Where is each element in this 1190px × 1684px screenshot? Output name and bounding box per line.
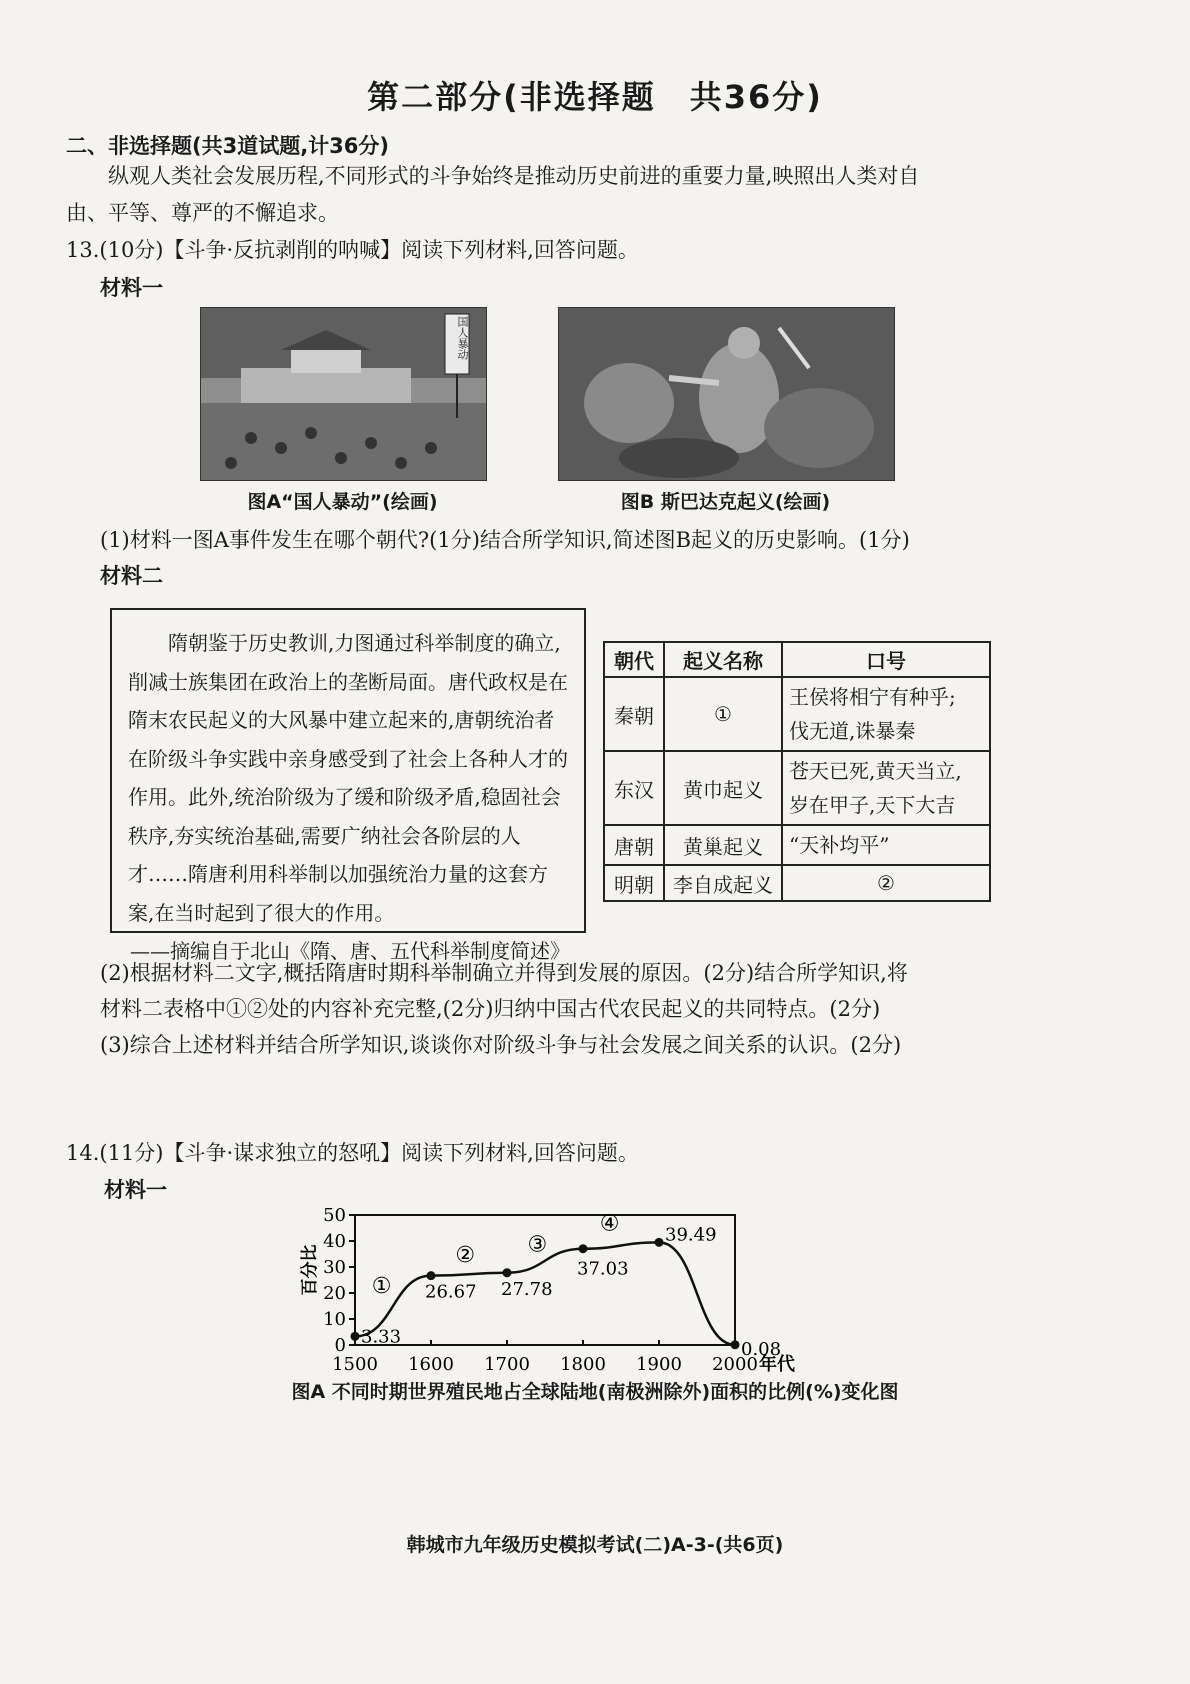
table-cell-name: 黄巢起义 xyxy=(664,825,782,865)
q13-sub2-line-1: (2)根据材料二文字,概括隋唐时期科举制确立并得到发展的原因。(2分)结合所学知识,将 xyxy=(100,961,908,985)
q13-sub3: (3)综合上述材料并结合所学知识,谈谈你对阶级斗争与社会发展之间关系的认识。(2分) xyxy=(100,1033,902,1057)
image-a-sign-text: 国人暴动 xyxy=(456,316,469,360)
stage-marker: ④ xyxy=(599,1211,620,1237)
q14-material1-label: 材料一 xyxy=(104,1178,167,1202)
table-row xyxy=(604,751,990,825)
stage-marker: ③ xyxy=(527,1232,548,1258)
image-b-painting xyxy=(558,307,895,481)
x-tick-label: 1900 xyxy=(636,1354,682,1375)
data-point xyxy=(655,1238,664,1247)
table-cell-slogan xyxy=(782,751,990,825)
q13-material2-label: 材料二 xyxy=(100,564,163,588)
table-cell-slogan: ② xyxy=(782,865,990,901)
x-tick-label: 1600 xyxy=(408,1354,454,1375)
slogan-line-1: 王侯将相宁有种乎; xyxy=(789,685,956,709)
table-cell-dynasty: 东汉 xyxy=(604,751,664,825)
table-row xyxy=(604,677,990,751)
table-header-slogan: 口号 xyxy=(782,642,990,677)
uprising-table xyxy=(603,641,991,902)
intro-line-1: 纵观人类社会发展历程,不同形式的斗争始终是推动历史前进的重要力量,映照出人类对自 xyxy=(108,164,920,188)
page-footer: 韩城市九年级历史模拟考试(二)A-3-(共6页) xyxy=(406,1534,784,1556)
data-label: 26.67 xyxy=(425,1281,477,1303)
table-row xyxy=(604,825,990,865)
y-tick-label: 50 xyxy=(323,1205,346,1226)
part-heading: 二、非选择题(共3道试题,计36分) xyxy=(66,134,390,158)
data-label: 39.49 xyxy=(665,1224,717,1246)
table-cell-dynasty: 明朝 xyxy=(604,865,664,901)
x-tick-label: 1500 xyxy=(332,1354,378,1375)
table-cell-name: 黄巾起义 xyxy=(664,751,782,825)
table-cell-name: ① xyxy=(664,677,782,751)
table-header-name: 起义名称 xyxy=(664,642,782,677)
y-tick-label: 40 xyxy=(323,1231,346,1252)
material2-passage-source: ——摘编自于北山《隋、唐、五代科举制度简述》 xyxy=(130,939,570,963)
table-cell-slogan: “天补均平” xyxy=(782,825,990,865)
table-row xyxy=(604,865,990,901)
table-cell-dynasty: 秦朝 xyxy=(604,677,664,751)
stage-marker: ② xyxy=(455,1242,476,1268)
intro-line-2: 由、平等、尊严的不懈追求。 xyxy=(66,201,339,225)
data-label: 37.03 xyxy=(577,1258,629,1280)
x-tick-label: 1800 xyxy=(560,1354,606,1375)
section-title: 第二部分(非选择题 共36分) xyxy=(367,78,823,116)
data-point xyxy=(351,1332,360,1341)
x-axis-label: 年代 xyxy=(759,1354,795,1375)
data-label: 27.78 xyxy=(501,1278,553,1300)
table-header-row xyxy=(604,642,990,677)
data-point xyxy=(579,1244,588,1253)
q13-header: 13.(10分)【斗争·反抗剥削的呐喊】阅读下列材料,回答问题。 xyxy=(66,238,639,262)
stage-marker: ① xyxy=(371,1274,392,1299)
slogan-line-2: 岁在甲子,天下大吉 xyxy=(789,793,956,817)
data-point xyxy=(503,1268,512,1277)
y-tick-label: 0 xyxy=(334,1335,346,1356)
chart-caption: 图A 不同时期世界殖民地占全球陆地(南极洲除外)面积的比例(%)变化图 xyxy=(291,1381,899,1403)
q13-sub1: (1)材料一图A事件发生在哪个朝代?(1分)结合所学知识,简述图B起义的历史影响。(1分) xyxy=(100,528,910,552)
data-point xyxy=(427,1271,436,1280)
colony-area-line-chart xyxy=(280,1205,840,1390)
slogan-line-2: 伐无道,诛暴秦 xyxy=(789,719,916,743)
material2-passage-box xyxy=(110,608,586,963)
q13-sub2-line-2: 材料二表格中①②处的内容补充完整,(2分)归纳中国古代农民起义的共同特点。(2分) xyxy=(100,997,881,1021)
q13-material1-label: 材料一 xyxy=(100,276,163,300)
slogan-line-1: 苍天已死,黄天当立, xyxy=(789,759,962,783)
caption-b: 图B 斯巴达克起义(绘画) xyxy=(620,491,831,513)
y-tick-label: 10 xyxy=(323,1309,346,1330)
table-cell-slogan xyxy=(782,677,990,751)
caption-a: 图A“国人暴动”(绘画) xyxy=(247,491,438,513)
x-tick-label: 1700 xyxy=(484,1354,530,1375)
material2-passage-text: 隋朝鉴于历史教训,力图通过科举制度的确立,削减士族集团在政治上的垄断局面。唐代政权是在隋末农民起义的大风暴中建立起来的,唐朝统治者在阶级斗争实践中亲身感受到了社会上各种人才的作用。此外,统治阶级为了缓和阶级矛盾,稳固社会秩序,夯实统治基础,需要广纳社会各阶层的人才……隋唐利用科举制以加强统治力量的这套方案,在当时起到了很大的作用。 xyxy=(128,631,568,925)
y-axis-label: 百分比 xyxy=(300,1244,320,1296)
data-point xyxy=(731,1340,740,1349)
y-tick-label: 30 xyxy=(323,1257,346,1278)
table-header-dynasty: 朝代 xyxy=(604,642,664,677)
data-label: 0.08 xyxy=(741,1338,782,1360)
y-tick-label: 20 xyxy=(323,1283,346,1304)
data-label: 3.33 xyxy=(361,1326,402,1348)
table-cell-name: 李自成起义 xyxy=(664,865,782,901)
table-cell-dynasty: 唐朝 xyxy=(604,825,664,865)
x-tick-label: 2000 xyxy=(712,1354,758,1375)
image-a-painting xyxy=(200,307,487,481)
q14-header: 14.(11分)【斗争·谋求独立的怒吼】阅读下列材料,回答问题。 xyxy=(66,1141,639,1165)
